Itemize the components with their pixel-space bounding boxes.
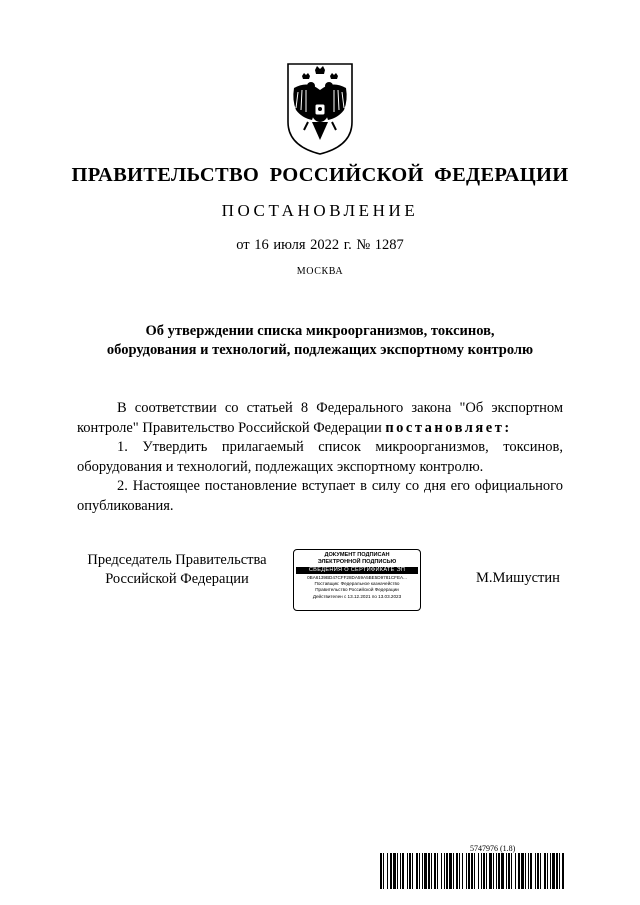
stamp-validity: Действителен с 13.12.2021 по 13.03.2023 [312,593,402,599]
signer-title-line-1: Председатель Правительства [87,552,267,568]
clause-2: 2. Настоящее постановление вступает в силу со дня его официального опубликования. [77,478,563,514]
document-type: ПОСТАНОВЛЕНИЕ [221,201,419,220]
stamp-supplier-2: Правительство Российской Федерации [315,587,399,593]
stamp-line-1: ДОКУМЕНТ ПОДПИСАН [324,552,390,558]
preamble-paragraph [77,399,563,438]
signer-name: М.Мишустин [476,570,560,586]
heading-line-2: оборудования и технологий, подлежащих экспортному контролю [106,342,534,358]
electronic-signature-stamp [293,549,421,611]
date-and-number: от 16 июля 2022 г. № 1287 [236,237,404,253]
barcode-icon [380,853,564,889]
preamble-text: В соответствии со статьей 8 Федерального закона "Об экспортном контроле" Правительство Российской Федерации [77,400,563,436]
government-title: ПРАВИТЕЛЬСТВО РОССИЙСКОЙ ФЕДЕРАЦИИ [71,164,569,186]
signer-title [77,551,277,589]
barcode-number: 5747976 (1.8) [470,844,516,853]
document-heading [0,322,640,360]
clause-1: 1. Утвердить прилагаемый список микроорганизмов, токсинов, оборудования и технологий, подлежащих экспортному контролю. [77,439,563,475]
stamp-supplier-1: Поставщик: Федеральное казначейство [314,581,400,587]
stamp-line-2: ЭЛЕКТРОННОЙ ПОДПИСЬЮ [317,559,397,565]
signer-title-line-2: Российской Федерации [105,571,249,587]
heading-line-1: Об утверждении списка микроорганизмов, токсинов, [145,323,495,339]
resolves-word: постановляет: [385,419,512,436]
coat-of-arms-icon [282,60,358,156]
city-label: МОСКВА [296,266,344,277]
stamp-certificate-bar: СВЕДЕНИЯ О СЕРТИФИКАТЕ ЭП [296,567,418,574]
stamp-serial: 0BA6139BD47CFF28DA59A5BE5D9781CFEA... [307,575,407,580]
